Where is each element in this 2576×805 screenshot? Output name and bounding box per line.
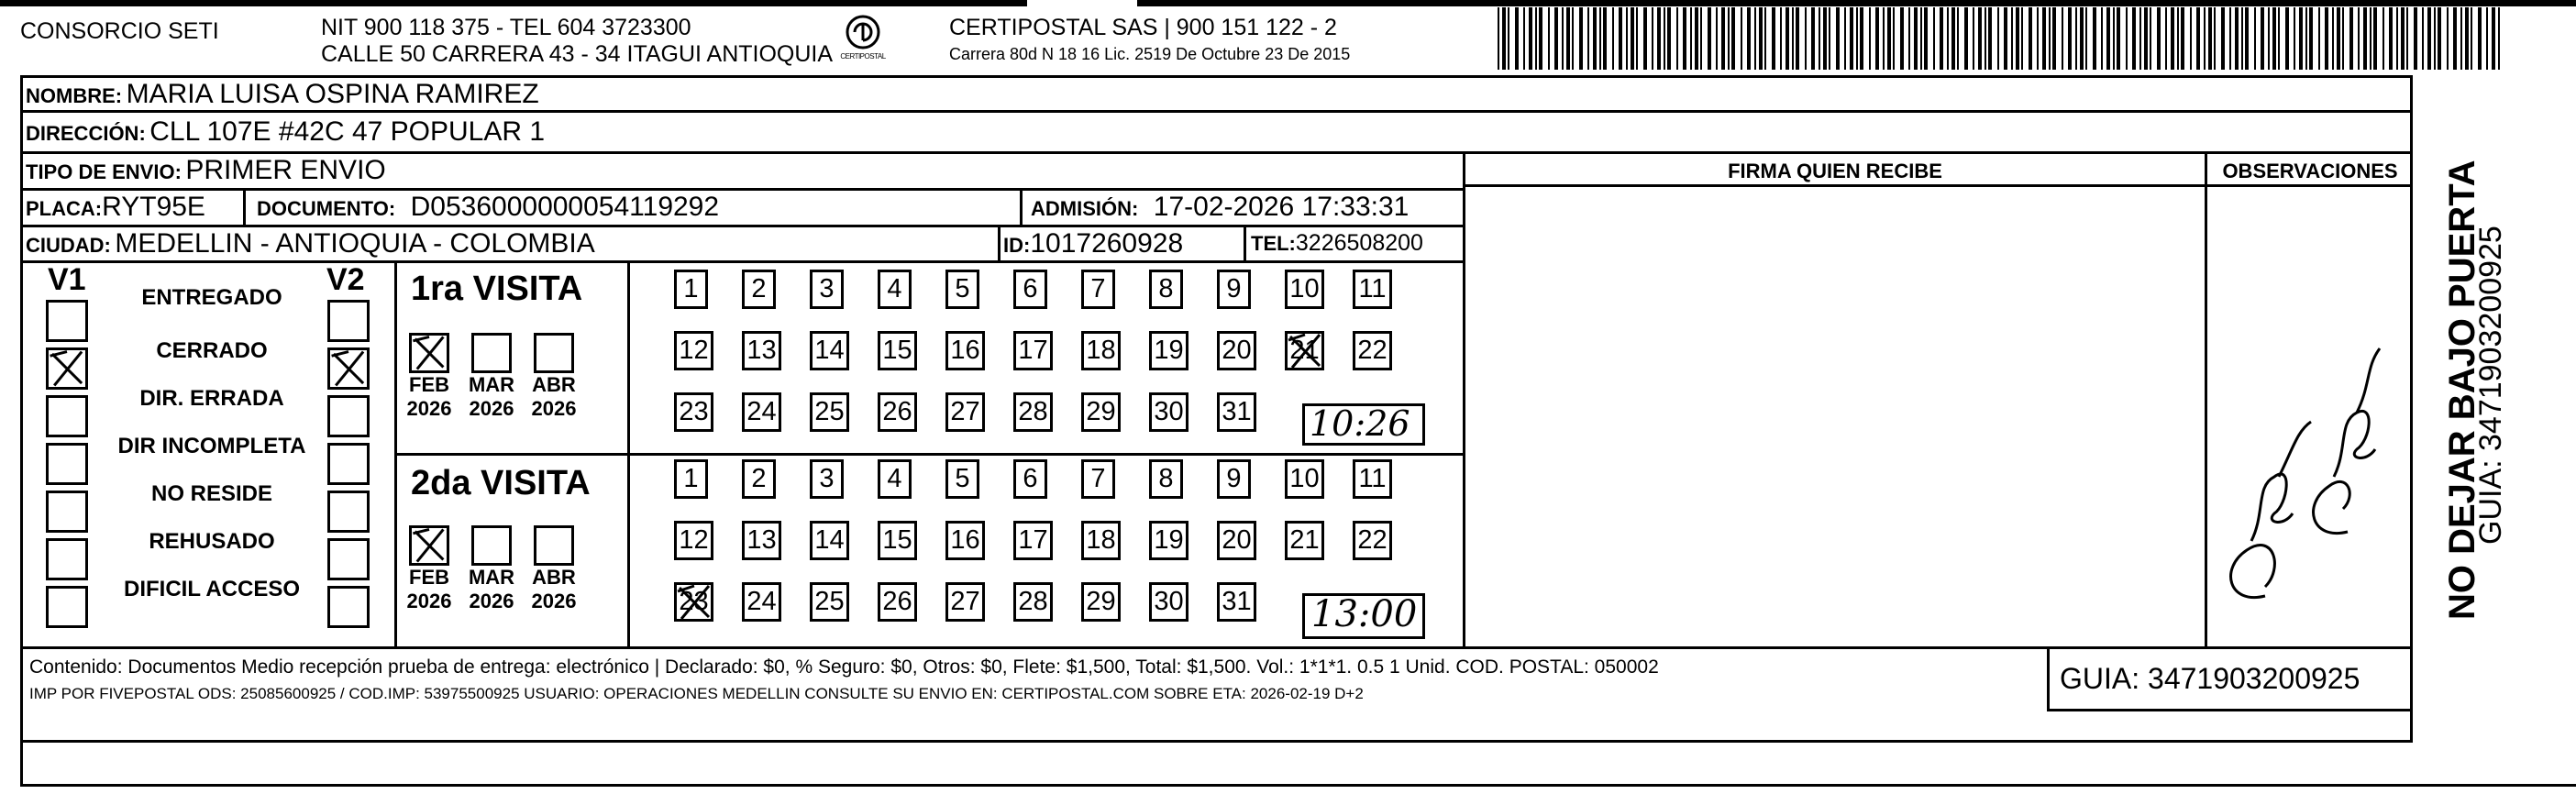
day-number: 20 bbox=[1222, 336, 1252, 365]
top-edge-gap bbox=[1027, 0, 1137, 6]
day-box[interactable] bbox=[945, 521, 985, 560]
direccion-value: CLL 107E #42C 47 POPULAR 1 bbox=[149, 116, 546, 147]
day-number: 5 bbox=[955, 464, 970, 493]
day-number: 22 bbox=[1357, 336, 1388, 365]
documento-label: DOCUMENTO: bbox=[257, 197, 396, 220]
ciudad-label: CIUDAD: bbox=[26, 234, 111, 257]
barcode bbox=[1498, 7, 2506, 70]
day-number: 2 bbox=[751, 274, 767, 303]
check-mark-icon bbox=[409, 525, 449, 566]
day-box[interactable] bbox=[1149, 521, 1188, 560]
day-number: 11 bbox=[1358, 274, 1387, 303]
placa-label: PLACA: bbox=[26, 197, 103, 220]
day-box[interactable] bbox=[878, 392, 917, 432]
day-box[interactable] bbox=[1149, 270, 1183, 309]
month-label: MAR 2026 bbox=[468, 373, 515, 420]
check-mark-icon bbox=[409, 333, 449, 373]
day-number: 1 bbox=[683, 464, 699, 493]
day-number: 26 bbox=[882, 587, 912, 616]
day-number: 25 bbox=[814, 397, 845, 426]
day-number: 27 bbox=[950, 397, 980, 426]
v1-checkbox[interactable] bbox=[46, 586, 88, 628]
direccion-row bbox=[26, 116, 545, 148]
day-number: 20 bbox=[1222, 525, 1252, 555]
day-box[interactable] bbox=[1149, 582, 1188, 622]
guia-box-text: GUIA: 3471903200925 bbox=[2060, 662, 2360, 695]
month-label: ABR 2026 bbox=[531, 566, 577, 612]
day-box[interactable] bbox=[878, 459, 912, 499]
v2-checkbox[interactable] bbox=[327, 347, 370, 390]
tipo-value: PRIMER ENVIO bbox=[185, 155, 386, 185]
day-box[interactable] bbox=[742, 459, 776, 499]
day-number: 30 bbox=[1154, 587, 1184, 616]
side-guia: GUIA: 3471903200925 bbox=[2473, 226, 2508, 545]
day-box[interactable] bbox=[1081, 392, 1121, 432]
rule-direccion bbox=[20, 151, 2413, 154]
v1-checkbox[interactable] bbox=[46, 538, 88, 580]
day-number: 14 bbox=[814, 525, 845, 555]
option-label: REHUSADO bbox=[149, 529, 275, 554]
certipostal-line: CERTIPOSTAL SAS | 900 151 122 - 2 bbox=[949, 15, 1337, 40]
day-number: 12 bbox=[679, 525, 709, 555]
v1-checkbox[interactable] bbox=[46, 300, 88, 342]
day-number: 9 bbox=[1226, 274, 1242, 303]
day-number: 9 bbox=[1226, 464, 1242, 493]
day-number: 3 bbox=[819, 274, 835, 303]
day-number: 26 bbox=[882, 397, 912, 426]
day-number: 16 bbox=[950, 336, 980, 365]
rule-firma bbox=[1465, 184, 2413, 187]
day-number: 3 bbox=[819, 464, 835, 493]
first-time: 10:26 bbox=[1310, 403, 1410, 444]
v2-checkbox[interactable] bbox=[327, 491, 370, 533]
day-number: 10 bbox=[1289, 464, 1320, 493]
company-name: CONSORCIO SETI bbox=[20, 18, 219, 44]
tipo-row bbox=[26, 155, 386, 186]
admision-label: ADMISIÓN: bbox=[1031, 197, 1139, 220]
v1-label: V1 bbox=[48, 262, 86, 297]
v2-label: V2 bbox=[326, 262, 365, 297]
day-box[interactable] bbox=[674, 270, 708, 309]
day-box[interactable] bbox=[742, 331, 781, 370]
rule-nombre bbox=[20, 110, 2413, 113]
second-visit-title: 2da VISITA bbox=[411, 464, 591, 502]
rule-guia-box-bottom bbox=[2047, 709, 2413, 711]
day-box[interactable] bbox=[1285, 331, 1324, 370]
day-box[interactable] bbox=[945, 392, 985, 432]
day-box[interactable] bbox=[810, 582, 849, 622]
placa-row bbox=[26, 192, 205, 223]
option-label: CERRADO bbox=[156, 338, 268, 363]
direccion-label: DIRECCIÓN: bbox=[26, 122, 146, 145]
option-label: DIFICIL ACCESO bbox=[123, 577, 300, 601]
day-number: 17 bbox=[1018, 525, 1048, 555]
day-box[interactable] bbox=[1013, 582, 1053, 622]
day-box[interactable] bbox=[810, 459, 844, 499]
day-number: 14 bbox=[814, 336, 845, 365]
day-box[interactable] bbox=[878, 582, 917, 622]
rule-footer bbox=[20, 646, 2413, 649]
rule-options-right bbox=[394, 260, 397, 646]
v2-checkbox[interactable] bbox=[327, 300, 370, 342]
day-number: 10 bbox=[1289, 274, 1320, 303]
day-number: 18 bbox=[1086, 525, 1116, 555]
day-box[interactable] bbox=[878, 270, 912, 309]
rule-months-right bbox=[627, 260, 630, 646]
check-mark-icon bbox=[1285, 331, 1325, 371]
option-label: NO RESIDE bbox=[150, 481, 273, 506]
day-number: 19 bbox=[1154, 336, 1184, 365]
day-box[interactable] bbox=[742, 270, 776, 309]
day-number: 29 bbox=[1086, 397, 1116, 426]
rule-placa-doc bbox=[243, 188, 246, 225]
day-number: 7 bbox=[1090, 464, 1106, 493]
day-number: 13 bbox=[746, 336, 777, 365]
day-box[interactable] bbox=[1217, 459, 1251, 499]
tel-label: TEL: bbox=[1251, 232, 1296, 255]
v2-checkbox[interactable] bbox=[327, 538, 370, 580]
month-checkbox[interactable] bbox=[471, 333, 512, 373]
day-number: 18 bbox=[1086, 336, 1116, 365]
tel-row bbox=[1251, 230, 1423, 257]
day-box[interactable] bbox=[1013, 331, 1053, 370]
day-box[interactable] bbox=[674, 459, 708, 499]
left-edge bbox=[20, 739, 23, 787]
day-number: 24 bbox=[746, 587, 777, 616]
day-box[interactable] bbox=[1081, 459, 1115, 499]
day-number: 21 bbox=[1289, 336, 1320, 365]
day-box[interactable] bbox=[674, 331, 713, 370]
top-edge bbox=[0, 0, 2576, 6]
ciudad-value: MEDELLIN - ANTIOQUIA - COLOMBIA bbox=[115, 228, 595, 259]
day-number: 22 bbox=[1357, 525, 1388, 555]
day-number: 4 bbox=[887, 464, 902, 493]
day-number: 1 bbox=[683, 274, 699, 303]
day-box[interactable] bbox=[878, 521, 917, 560]
admision-value: 17-02-2026 17:33:31 bbox=[1153, 192, 1410, 222]
logo-text: CERTIPOSTAL bbox=[840, 52, 886, 61]
nit-line: NIT 900 118 375 - TEL 604 3723300 bbox=[321, 15, 691, 40]
day-box[interactable] bbox=[1217, 521, 1256, 560]
day-number: 31 bbox=[1222, 397, 1252, 426]
rule-ciudad-id bbox=[998, 225, 1001, 260]
day-box[interactable] bbox=[1081, 582, 1121, 622]
rule-visits-mid bbox=[394, 453, 1465, 456]
day-number: 23 bbox=[679, 397, 709, 426]
address-line: CALLE 50 CARRERA 43 - 34 ITAGUI ANTIOQUIA bbox=[321, 41, 834, 67]
day-number: 6 bbox=[1023, 464, 1038, 493]
observaciones-label: OBSERVACIONES bbox=[2222, 160, 2398, 182]
admision-row bbox=[1031, 192, 1409, 223]
day-box[interactable] bbox=[1217, 392, 1256, 432]
tel-value: 3226508200 bbox=[1295, 230, 1423, 256]
day-number: 6 bbox=[1023, 274, 1038, 303]
day-box[interactable] bbox=[1217, 331, 1256, 370]
option-label: ENTREGADO bbox=[141, 285, 282, 310]
day-box[interactable] bbox=[742, 392, 781, 432]
month-checkbox[interactable] bbox=[534, 333, 574, 373]
day-box[interactable] bbox=[878, 331, 917, 370]
v1-checkbox[interactable] bbox=[46, 491, 88, 533]
rule-ciudad bbox=[20, 260, 1465, 263]
day-number: 29 bbox=[1086, 587, 1116, 616]
option-label: DIR INCOMPLETA bbox=[117, 434, 306, 458]
day-box[interactable] bbox=[810, 392, 849, 432]
day-box[interactable] bbox=[1149, 459, 1183, 499]
day-box[interactable] bbox=[1353, 270, 1392, 309]
check-mark-icon bbox=[46, 347, 88, 390]
v2-checkbox[interactable] bbox=[327, 586, 370, 628]
nombre-value: MARIA LUISA OSPINA RAMIREZ bbox=[126, 79, 539, 109]
day-box[interactable] bbox=[1081, 521, 1121, 560]
v1-checkbox[interactable] bbox=[46, 395, 88, 437]
id-row bbox=[1003, 228, 1183, 259]
day-box[interactable] bbox=[1217, 582, 1256, 622]
v1-checkbox[interactable] bbox=[46, 443, 88, 485]
day-number: 17 bbox=[1018, 336, 1048, 365]
no-dejar-bajo-puerta: NO DEJAR BAJO PUERTA bbox=[2442, 160, 2482, 620]
month-checkbox[interactable] bbox=[409, 333, 449, 373]
day-box[interactable] bbox=[674, 582, 713, 622]
placa-value: RYT95E bbox=[102, 192, 205, 222]
day-box[interactable] bbox=[1149, 392, 1188, 432]
rule-guia-box bbox=[2047, 646, 2050, 711]
day-box[interactable] bbox=[674, 521, 713, 560]
rule-placa bbox=[20, 225, 1465, 227]
day-number: 7 bbox=[1090, 274, 1106, 303]
nombre-row bbox=[26, 79, 539, 110]
day-number: 15 bbox=[882, 525, 912, 555]
v1-checkbox[interactable] bbox=[46, 347, 88, 390]
id-value: 1017260928 bbox=[1030, 228, 1184, 259]
documento-row bbox=[257, 192, 719, 223]
day-number: 5 bbox=[955, 274, 970, 303]
bottom-edge bbox=[20, 784, 2576, 787]
day-number: 23 bbox=[679, 587, 709, 616]
day-number: 19 bbox=[1154, 525, 1184, 555]
v2-checkbox[interactable] bbox=[327, 443, 370, 485]
day-box[interactable] bbox=[1217, 270, 1251, 309]
check-mark-icon bbox=[674, 582, 714, 623]
tipo-label: TIPO DE ENVIO: bbox=[26, 160, 182, 183]
certipostal-logo bbox=[835, 14, 891, 63]
rule-tipo bbox=[20, 188, 1465, 191]
day-number: 28 bbox=[1018, 587, 1048, 616]
month-label: MAR 2026 bbox=[468, 566, 515, 612]
contenido-line: Contenido: Documentos Medio recepción prueba de entrega: electrónico | Declarado: $0, % Seguro: $0, Otros: $0, Flete: $1,500, Total: $1,500. Vol.: 1*1*1. 0.5 1 Unid. COD. POSTAL: 050002 bbox=[29, 656, 1659, 678]
day-box[interactable] bbox=[742, 582, 781, 622]
day-box[interactable] bbox=[1013, 392, 1053, 432]
day-box[interactable] bbox=[810, 270, 844, 309]
documento-value: D0536000000054119292 bbox=[410, 192, 720, 222]
nombre-label: NOMBRE: bbox=[26, 84, 123, 107]
month-label: ABR 2026 bbox=[531, 373, 577, 420]
day-box[interactable] bbox=[810, 521, 849, 560]
day-box[interactable] bbox=[945, 331, 985, 370]
license-line: Carrera 80d N 18 16 Lic. 2519 De Octubre 23 De 2015 bbox=[949, 45, 1351, 63]
day-number: 30 bbox=[1154, 397, 1184, 426]
day-box[interactable] bbox=[1081, 331, 1121, 370]
option-label: DIR. ERRADA bbox=[139, 386, 284, 411]
day-number: 12 bbox=[679, 336, 709, 365]
day-box[interactable] bbox=[1285, 521, 1324, 560]
day-number: 2 bbox=[751, 464, 767, 493]
imp-line: IMP POR FIVEPOSTAL ODS: 25085600925 / COD.IMP: 53975500925 USUARIO: OPERACIONES MEDELLIN CONSULTE SU ENVIO EN: CERTIPOSTAL.COM SOBRE ETA: 2026-02-19 D+2 bbox=[29, 685, 1364, 702]
day-number: 25 bbox=[814, 587, 845, 616]
day-box[interactable] bbox=[1149, 331, 1188, 370]
day-number: 11 bbox=[1358, 464, 1387, 493]
day-number: 31 bbox=[1222, 587, 1252, 616]
day-box[interactable] bbox=[1353, 459, 1392, 499]
month-checkbox[interactable] bbox=[534, 525, 574, 566]
day-box[interactable] bbox=[1285, 270, 1324, 309]
day-box[interactable] bbox=[810, 331, 849, 370]
day-box[interactable] bbox=[945, 582, 985, 622]
day-number: 8 bbox=[1158, 274, 1174, 303]
day-number: 28 bbox=[1018, 397, 1048, 426]
id-label: ID: bbox=[1003, 234, 1031, 257]
day-box[interactable] bbox=[1285, 459, 1324, 499]
day-number: 13 bbox=[746, 525, 777, 555]
day-box[interactable] bbox=[945, 270, 979, 309]
month-checkbox[interactable] bbox=[471, 525, 512, 566]
day-number: 8 bbox=[1158, 464, 1174, 493]
day-box[interactable] bbox=[1353, 331, 1392, 370]
day-box[interactable] bbox=[1013, 270, 1047, 309]
month-checkbox[interactable] bbox=[409, 525, 449, 566]
day-number: 27 bbox=[950, 587, 980, 616]
day-box[interactable] bbox=[945, 459, 979, 499]
day-number: 4 bbox=[887, 274, 902, 303]
day-box[interactable] bbox=[742, 521, 781, 560]
observaciones-handwriting bbox=[2210, 293, 2384, 623]
check-mark-icon bbox=[327, 347, 370, 390]
month-label: FEB 2026 bbox=[406, 373, 452, 420]
month-label: FEB 2026 bbox=[406, 566, 452, 612]
v2-checkbox[interactable] bbox=[327, 395, 370, 437]
day-number: 21 bbox=[1289, 525, 1320, 555]
rule-id-tel bbox=[1244, 225, 1246, 260]
day-box[interactable] bbox=[1013, 521, 1053, 560]
rule-doc-adm bbox=[1020, 188, 1023, 225]
firma-label: FIRMA QUIEN RECIBE bbox=[1728, 160, 1942, 182]
first-visit-title: 1ra VISITA bbox=[411, 270, 583, 308]
day-box[interactable] bbox=[1013, 459, 1047, 499]
day-box[interactable] bbox=[1081, 270, 1115, 309]
rule-obs-left bbox=[2205, 151, 2207, 646]
day-box[interactable] bbox=[674, 392, 713, 432]
day-number: 24 bbox=[746, 397, 777, 426]
second-time: 13:00 bbox=[1311, 593, 1418, 635]
day-number: 16 bbox=[950, 525, 980, 555]
rule-firma-left bbox=[1463, 151, 1465, 646]
day-number: 15 bbox=[882, 336, 912, 365]
day-box[interactable] bbox=[1353, 521, 1392, 560]
ciudad-row bbox=[26, 228, 595, 259]
